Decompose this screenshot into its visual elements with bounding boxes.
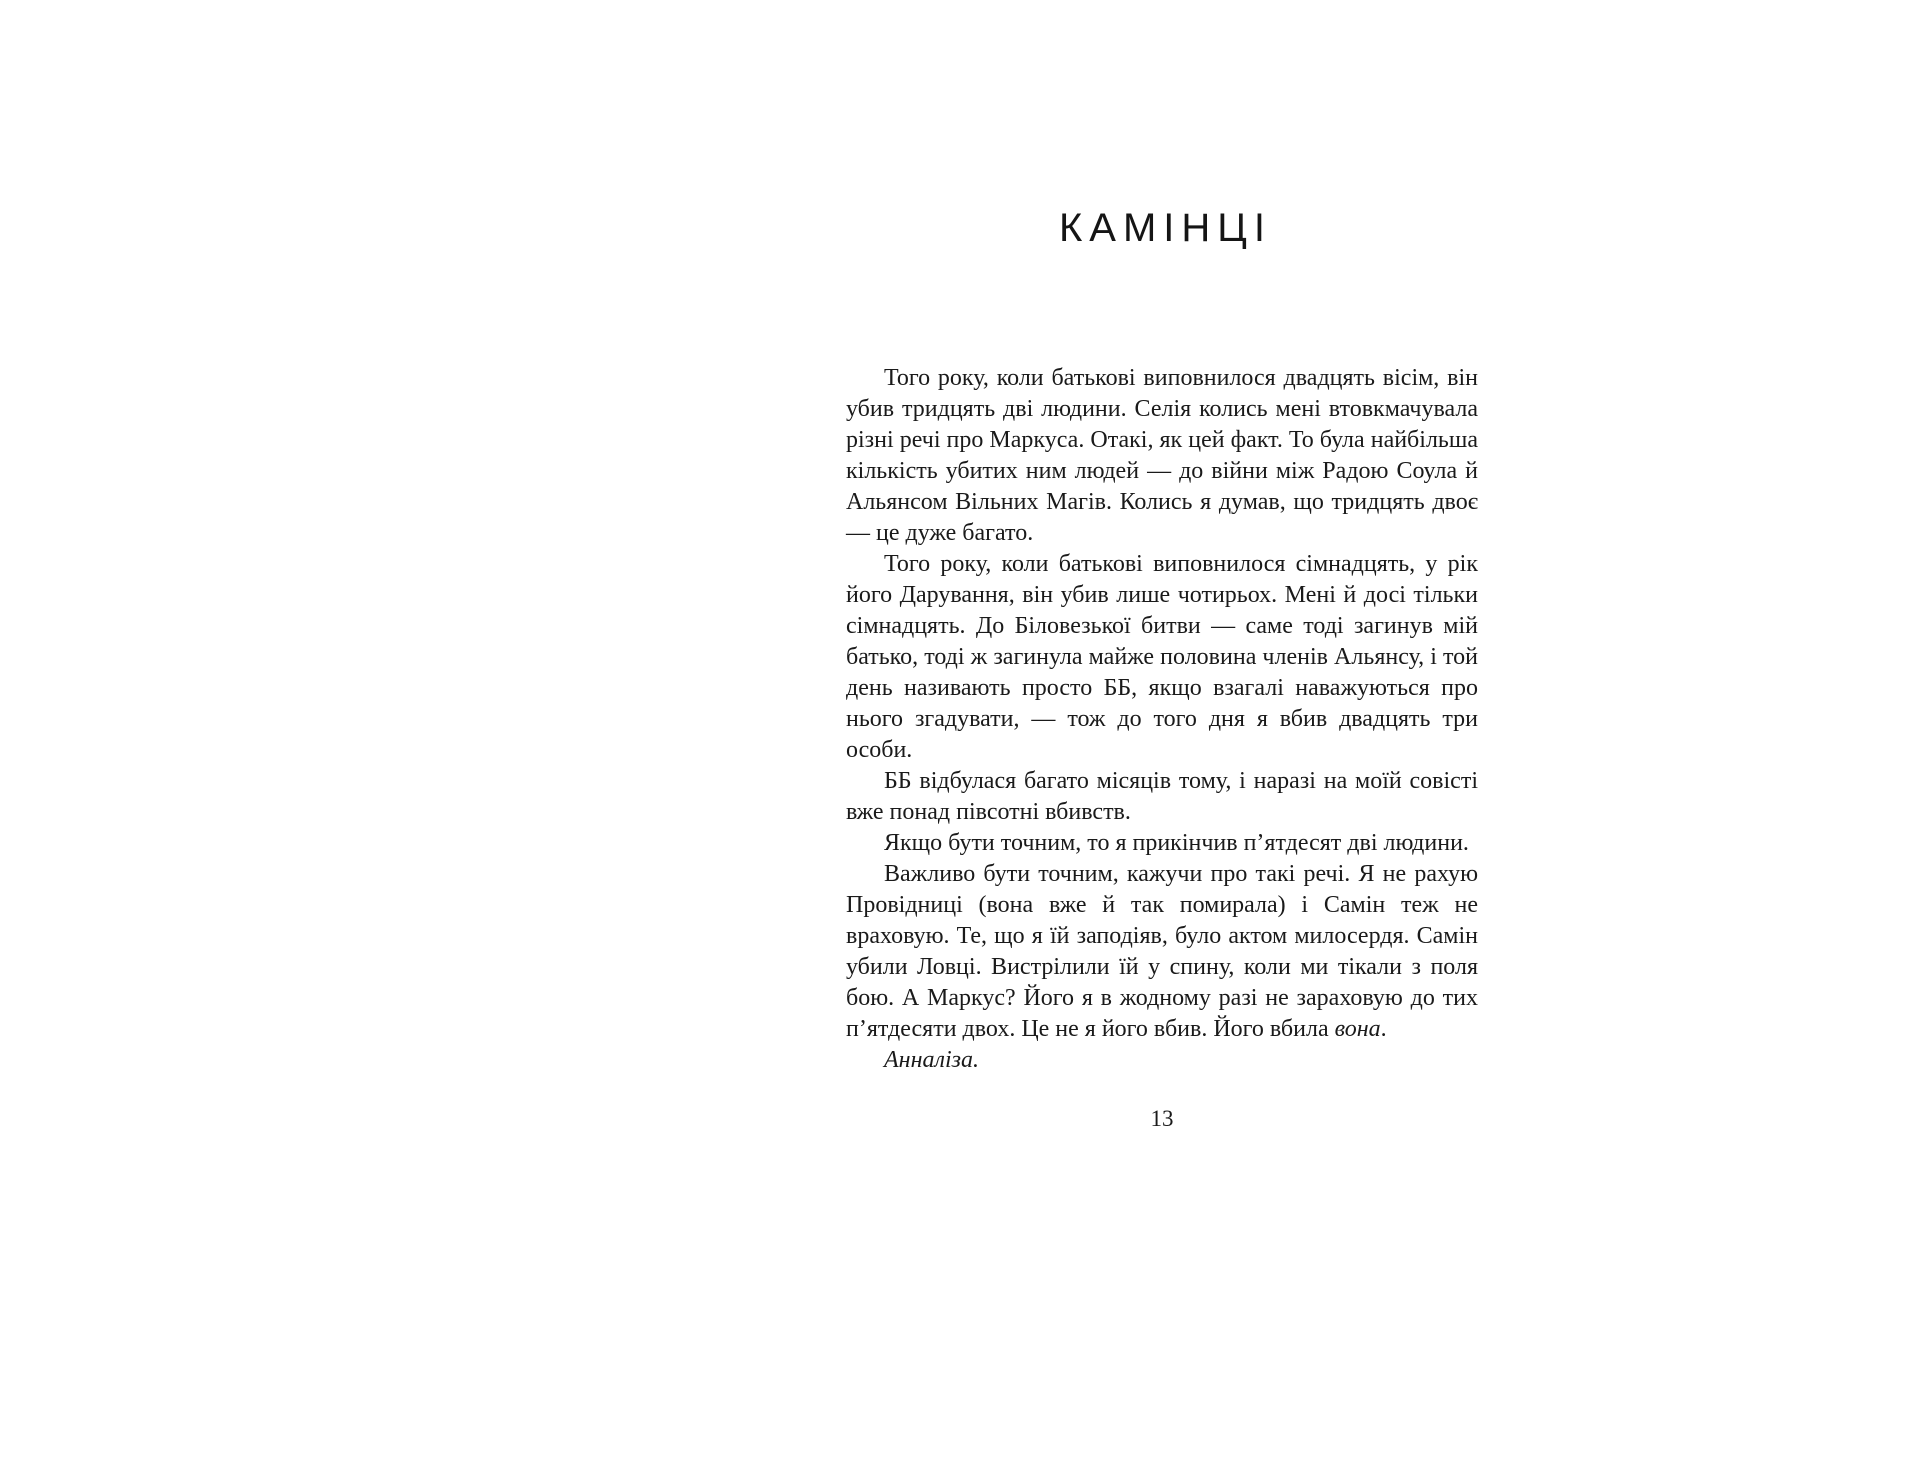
chapter-title: КАМІНЦІ: [1058, 206, 1272, 250]
body-paragraph: [846, 1045, 1478, 1076]
text-segment: Якщо бути точним, то я прикінчив п’ятдесят дві людини.: [884, 830, 1469, 856]
body-paragraph: [846, 859, 1478, 1045]
text-segment: Того року, коли батькові виповнилося сімнадцять, у рік його Дарування, він убив лише чотирьох. Мені й досі тільки сімнадцять. До Біловезької битви — саме тоді загинув мій батько, тоді ж загинула майже половина членів Альянсу, і той день називають просто ББ, якщо взагалі наважуються про нього згадувати, — тож до того дня я вбив двадцять три особи.: [846, 551, 1478, 763]
book-page: [846, 206, 1478, 1076]
body-text: [846, 363, 1478, 1076]
text-segment-italic: Анналіза.: [884, 1047, 979, 1073]
text-segment-italic: вона: [1334, 1016, 1381, 1042]
body-paragraph: [846, 766, 1478, 828]
text-segment: ББ відбулася багато місяців тому, і наразі на моїй совісті вже понад півсотні вбивств.: [846, 768, 1478, 825]
page-number: 13: [1150, 1106, 1174, 1131]
text-segment: Того року, коли батькові виповнилося двадцять вісім, він убив тридцять дві людини. Селія колись мені втовкмачувала різні речі про Маркуса. Отакі, як цей факт. То була найбільша кількість убитих ним людей — до війни між Радою Соула й Альянсом Вільних Магів. Колись я думав, що тридцять двоє — це дуже багато.: [846, 365, 1478, 546]
body-paragraph: [846, 363, 1478, 549]
text-segment: Важливо бути точним, кажучи про такі речі. Я не рахую Провідниці (вона вже й так помирала) і Самін теж не враховую. Те, що я їй заподіяв, було актом милосердя. Самін убили Ловці. Вистрілили їй у спину, коли ми тікали з поля бою. А Маркус? Його я в жодному разі не зараховую до тих п’ятдесяти двох. Це не я його вбив. Його вбила: [846, 861, 1478, 1042]
body-paragraph: [846, 828, 1478, 859]
text-segment: .: [1380, 1016, 1387, 1042]
body-paragraph: [846, 549, 1478, 766]
